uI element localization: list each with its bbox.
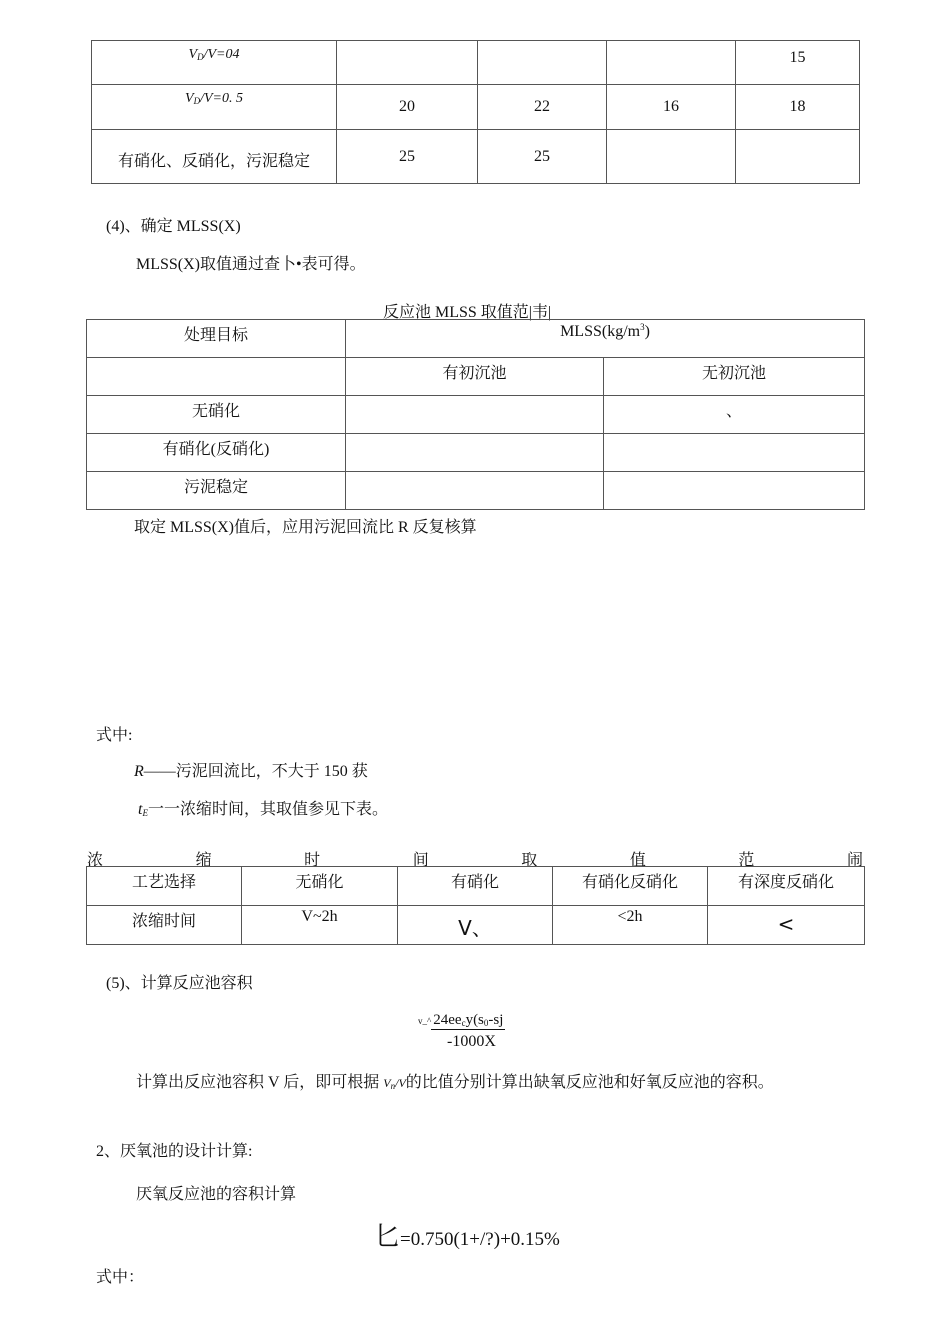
subheader-without-primary: 无初沉池 <box>604 358 865 396</box>
header-mlss: $MLSS(kg/m^3)$ <box>346 320 865 358</box>
section2-where-label: 式中： <box>96 1269 145 1286</box>
row-label: 无硝化 <box>87 396 346 434</box>
table-row <box>92 130 860 184</box>
table-cell <box>604 472 865 510</box>
definition-r: R——污泥回流比，不大于 150 获 <box>134 763 368 780</box>
table-cell: V、 <box>398 906 553 945</box>
subheader-with-primary: 有初沉池 <box>346 358 604 396</box>
header-cell: 无硝化 <box>242 867 398 906</box>
table-mlss-range <box>86 319 865 510</box>
row-label: 有硝化、反硝化，污泥稳定 <box>92 130 337 184</box>
table-cell <box>346 396 604 434</box>
table-cell: 18 <box>736 85 860 130</box>
table-header-row <box>87 867 865 906</box>
reactor-volume-formula: v_^ $24ee_cy(s_0-sj$ <box>418 1012 504 1028</box>
table-cell <box>736 130 860 184</box>
table-row <box>87 434 865 472</box>
table-cell <box>346 434 604 472</box>
table-reaction-values <box>91 40 860 184</box>
table-cell: 25 <box>478 130 607 184</box>
table-row <box>87 320 865 358</box>
section4-text: MLSS(X)取值通过查卜•表可得。 <box>136 256 366 273</box>
table-cell: V~2h <box>242 906 398 945</box>
table-row <box>87 396 865 434</box>
table-cell <box>604 434 865 472</box>
table2-caption: 反应池 MLSS 取值范|韦| <box>383 304 552 321</box>
section5-text: 计算出反应池容积 V 后，即可根据 $V_n/V$的比值分别计算出缺氧反应池和好氧反应池的容积。 <box>136 1074 774 1091</box>
header-cell: 有深度反硝化 <box>708 867 865 906</box>
table3-caption: 浓 缩 时 间 取 值 范 闹 <box>87 852 863 869</box>
table-cell <box>607 130 736 184</box>
table-cell: 25 <box>337 130 478 184</box>
table-cell: < <box>708 906 865 945</box>
row-label: $V_D/V=0$. 5 <box>92 85 337 130</box>
table-cell <box>607 41 736 85</box>
where-label: 式中: <box>96 727 133 744</box>
anaerobic-volume-formula: 匕=0.750(1+/?)+0.15% <box>374 1222 560 1252</box>
definition-t: $t_E$一一浓缩时间，其取值参见下表。 <box>138 801 388 818</box>
table-cell: 22 <box>478 85 607 130</box>
table-thickening-time <box>86 866 865 945</box>
table-cell <box>87 358 346 396</box>
section4-heading: (4)、确定 MLSS(X) <box>106 218 241 235</box>
table-cell: 浓缩时间 <box>87 906 242 945</box>
reactor-volume-denominator: -1000X <box>447 1033 496 1050</box>
row-label: 有硝化(反硝化) <box>87 434 346 472</box>
table-cell <box>478 41 607 85</box>
header-cell: 有硝化反硝化 <box>553 867 708 906</box>
after-table2-text: 取定 MLSS(X)值后，应用污泥回流比 R 反复核算 <box>134 519 477 536</box>
table-row <box>92 41 860 85</box>
header-target: 处理目标 <box>87 320 346 358</box>
table-row <box>87 906 865 945</box>
table-cell: 、 <box>604 396 865 434</box>
table-row <box>92 85 860 130</box>
row-label: 污泥稳定 <box>87 472 346 510</box>
table-cell: 20 <box>337 85 478 130</box>
table-cell: <2h <box>553 906 708 945</box>
header-cell: 工艺选择 <box>87 867 242 906</box>
table-row <box>87 358 865 396</box>
table-cell: 16 <box>607 85 736 130</box>
table-row <box>87 472 865 510</box>
section2-text: 厌氧反应池的容积计算 <box>136 1186 297 1203</box>
section5-heading: (5)、计算反应池容积 <box>106 975 253 992</box>
row-label: $V_D/V=04$ <box>92 41 337 85</box>
header-cell: 有硝化 <box>398 867 553 906</box>
section2-heading: 2、厌氧池的设计计算: <box>96 1143 253 1160</box>
table-cell <box>337 41 478 85</box>
table-cell <box>346 472 604 510</box>
table-cell: 15 <box>736 41 860 85</box>
